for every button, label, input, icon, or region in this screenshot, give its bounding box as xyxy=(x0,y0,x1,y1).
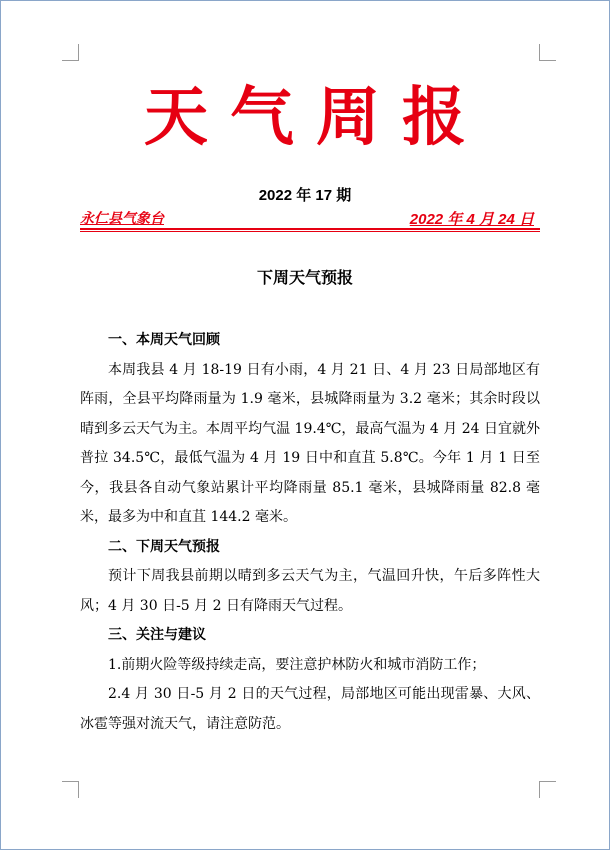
red-rule-thick xyxy=(80,228,540,230)
section-heading: 二、下周天气预报 xyxy=(108,538,220,555)
publish-date: 2022 年 4 月 24 日 xyxy=(409,211,534,228)
red-rule-thin xyxy=(80,231,540,232)
paragraph: 本周我县 4 月 18-19 日有小雨，4 月 21 日、4 月 23 日局部地区有阵雨，全县平均降雨量为 1.9 毫米，县城降雨量为 3.2 毫米；其余时段以晴到多云天气为主。本周平均气温 19.4℃，最高气温为 4 月 24 日宜就外普拉 34.5℃，最低气温为 4 月 19 日中和直苴 5.8℃。今年 1 月 1 日至今，我县各自动气象站累计平均降雨量 85.1 毫米，县城降雨量 82.8 毫米，最多为中和直苴 144.2 毫米。 xyxy=(80,361,540,525)
margin-corner-mark xyxy=(62,781,79,798)
margin-corner-mark xyxy=(539,44,556,61)
document-body xyxy=(80,326,540,739)
section-heading: 三、关注与建议 xyxy=(108,627,206,643)
organization-name: 永仁县气象台 xyxy=(80,211,164,227)
paragraph: 1.前期火险等级持续走高，要注意护林防火和城市消防工作； xyxy=(108,656,486,673)
document-title: 天气周报 xyxy=(144,80,488,155)
paragraph: 预计下周我县前期以晴到多云天气为主，气温回升快，午后多阵性大风；4 月 30 日-5 月 2 日有降雨天气过程。 xyxy=(80,568,540,614)
margin-corner-mark xyxy=(539,781,556,798)
issue-number: 2022 年 17 期 xyxy=(258,187,352,204)
paragraph: 2.4 月 30 日-5 月 2 日的天气过程，局部地区可能出现雷暴、大风、冰雹等强对流天气，请注意防范。 xyxy=(80,686,540,732)
margin-corner-mark xyxy=(62,44,79,61)
document-subtitle: 下周天气预报 xyxy=(256,268,353,287)
section-heading: 一、本周天气回顾 xyxy=(108,332,220,348)
